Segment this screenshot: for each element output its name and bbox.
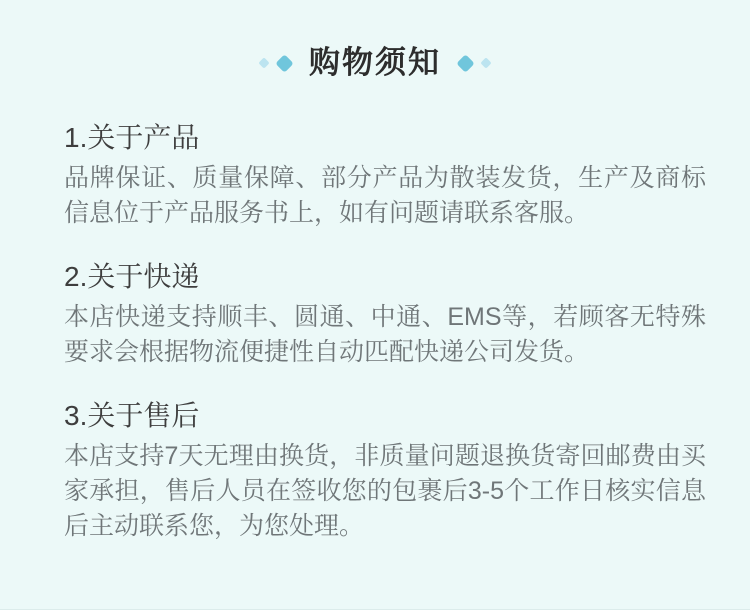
notice-content: [0, 121, 750, 544]
page-title: 购物须知: [309, 45, 441, 80]
section-product: [64, 121, 706, 231]
section-body-product: 品牌保证、质量保障、部分产品为散装发货，生产及商标信息位于产品服务书上，如有问题请联系客服。: [64, 164, 706, 227]
section-body-aftersales: 本店支持7天无理由换货，非质量问题退换货寄回邮费由买家承担，售后人员在签收您的包裹后3-5个工作日核实信息后主动联系您，为您处理。: [64, 442, 706, 540]
diamond-icon-small-left: [258, 57, 269, 68]
section-heading-aftersales: 3.关于售后: [64, 400, 200, 431]
section-shipping: [64, 260, 706, 370]
diamond-icon-large-right: [456, 54, 474, 72]
diamond-icon-large-left: [275, 54, 293, 72]
section-aftersales: [64, 399, 706, 544]
diamond-icon-small-right: [480, 57, 491, 68]
notice-header: [0, 0, 750, 82]
section-heading-shipping: 2.关于快递: [64, 261, 200, 292]
section-body-shipping: 本店快递支持顺丰、圆通、中通、EMS等，若顾客无特殊要求会根据物流便捷性自动匹配快递公司发货。: [64, 303, 706, 366]
section-heading-product: 1.关于产品: [64, 122, 200, 153]
